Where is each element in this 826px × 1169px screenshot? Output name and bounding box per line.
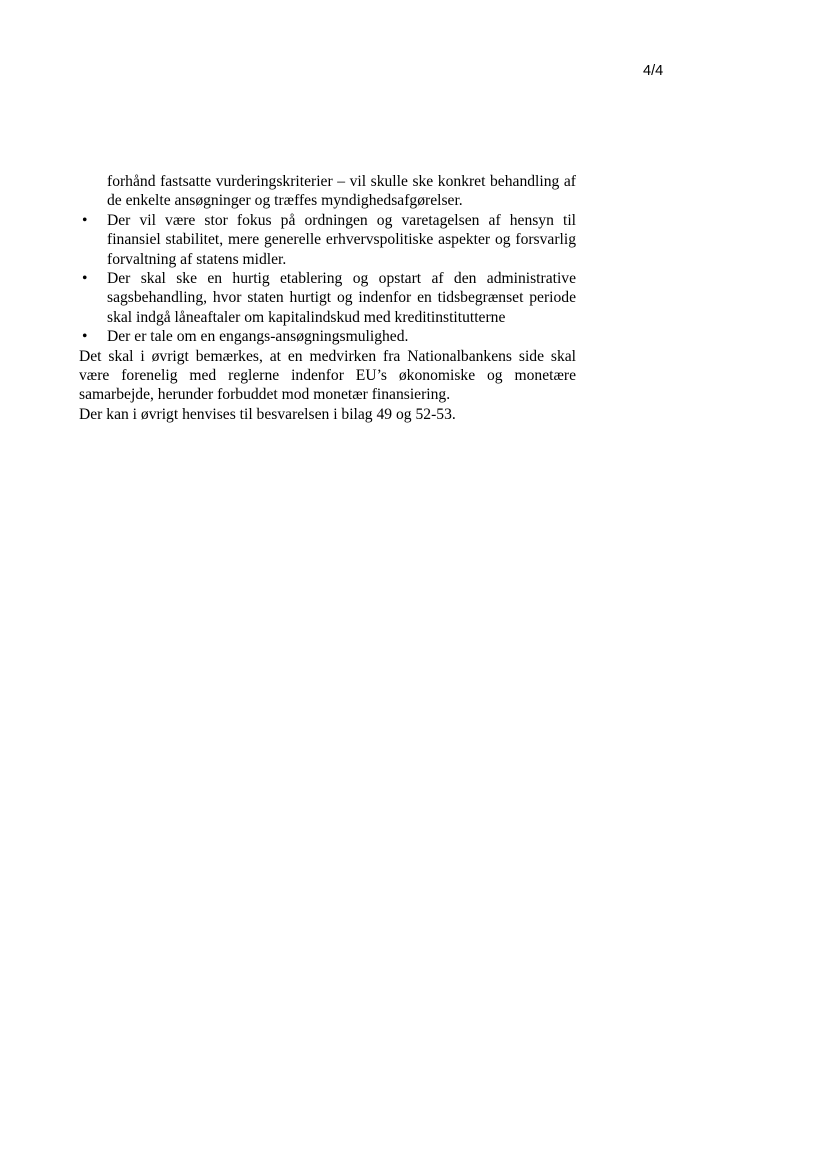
bullet-icon: • xyxy=(82,270,88,288)
list-item-text: Der vil være stor fokus på ordningen og varetagelsen af hensyn til finansiel stabilitet, mere generelle erhvervspolitiske aspekter og forsvarlig forvaltning af statens midler. xyxy=(107,211,576,268)
list-item xyxy=(79,269,576,327)
list-item xyxy=(79,327,576,346)
bullet-list xyxy=(79,211,576,347)
paragraph-reference: Der kan i øvrigt henvises til besvarelsen i bilag 49 og 52-53. xyxy=(79,405,456,423)
bullet-icon: • xyxy=(82,328,88,346)
bullet-icon: • xyxy=(82,211,88,229)
document-body xyxy=(79,172,576,424)
list-item xyxy=(79,211,576,269)
page-number: 4/4 xyxy=(643,63,664,79)
paragraph-eu-rules: Det skal i øvrigt bemærkes, at en medvirken fra Nationalbankens side skal være forenelig med reglerne indenfor EU’s økonomiske og monetære samarbejde, herunder forbuddet mod monetær finansiering. xyxy=(79,347,576,404)
list-item-text: Der skal ske en hurtig etablering og opstart af den administrative sagsbehandling, hvor staten hurtigt og indenfor en tidsbegrænset periode skal indgå låneaftaler om kapitalindskud med kreditinstitutterne xyxy=(107,270,576,326)
list-item-text: Der er tale om en engangs-ansøgningsmulighed. xyxy=(107,328,409,346)
continuation-text: forhånd fastsatte vurderingskriterier – vil skulle ske konkret behandling af de enkelte ansøgninger og træffes myndighedsafgørelser. xyxy=(107,173,576,210)
